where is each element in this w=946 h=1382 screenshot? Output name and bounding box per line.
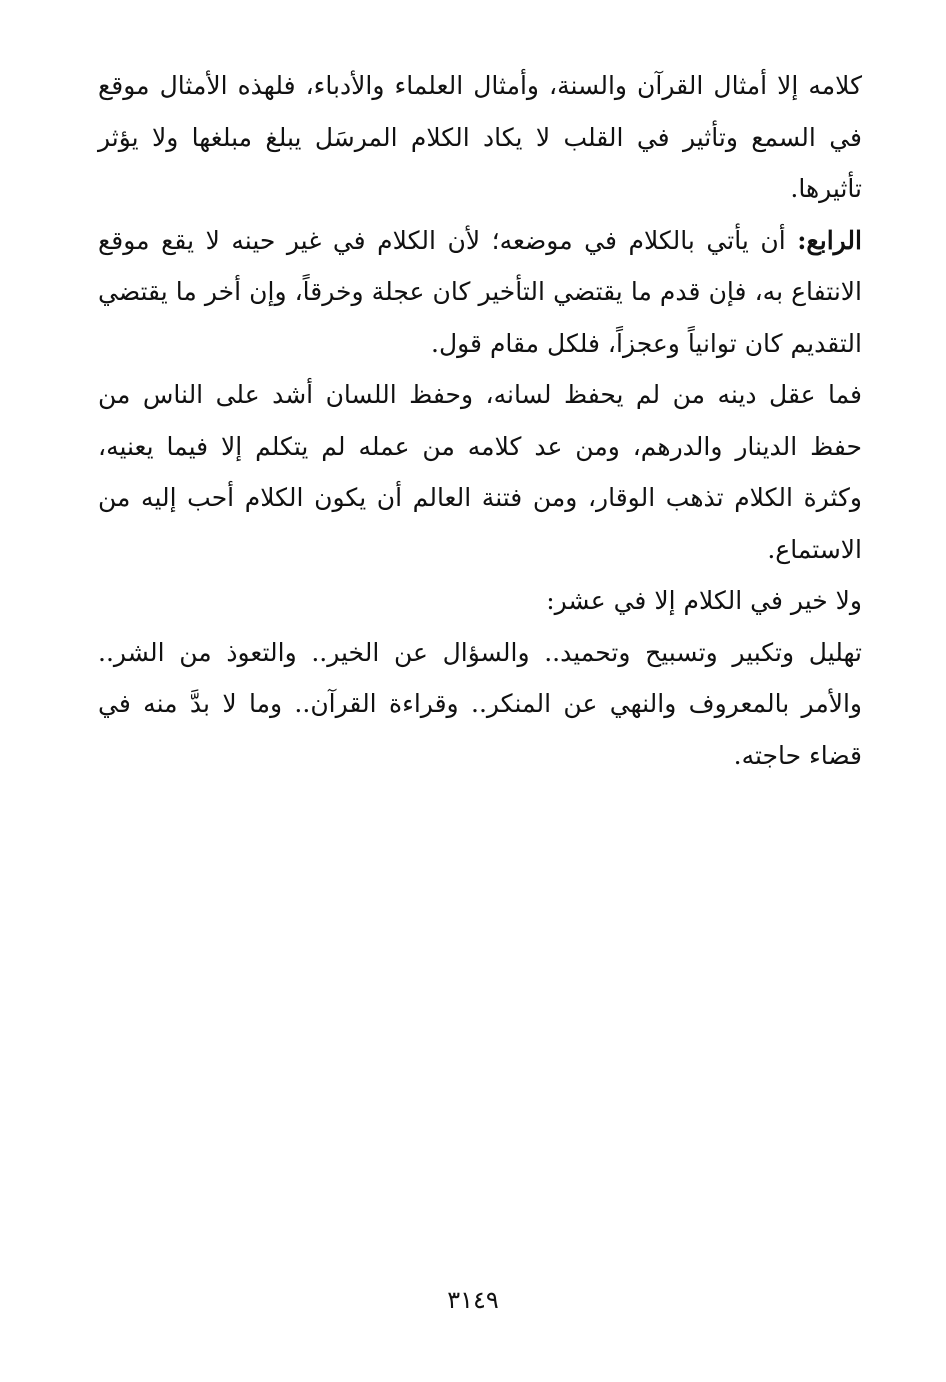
paragraph-2-text: أن يأتي بالكلام في موضعه؛ لأن الكلام في غير حينه لا يقع موقع الانتفاع به، فإن قدم ما يقتضي التأخير كان عجلة وخرقاً، وإن أخر ما يقتضي التقديم كان توانياً وعجزاً، فلكل مقام قول. [98, 225, 863, 358]
paragraph-4-text: ولا خير في الكلام إلا في عشر: [546, 586, 862, 615]
page-number: ٣١٤٩ [447, 1286, 499, 1314]
paragraph-5 [98, 627, 862, 782]
paragraph-5-text: تهليل وتكبير وتسبيح وتحميد.. والسؤال عن الخير.. والتعوذ من الشر.. والأمر بالمعروف والنهي عن المنكر.. وقراءة القرآن.. وما لا بدَّ منه في قضاء حاجته. [98, 637, 862, 770]
paragraph-4 [98, 575, 862, 627]
paragraph-3-text: فما عقل دينه من لم يحفظ لسانه، وحفظ اللسان أشد على الناس من حفظ الدينار والدرهم، ومن عد كلامه من عمله لم يتكلم إلا فيما يعنيه، وكثرة الكلام تذهب الوقار، ومن فتنة العالم أن يكون الكلام أحب إليه من الاستماع. [98, 380, 862, 564]
paragraph-3 [98, 369, 862, 575]
paragraph-1 [98, 60, 862, 215]
body-text [98, 60, 862, 781]
paragraph-2 [98, 215, 862, 370]
paragraph-1-text: كلامه إلا أمثال القرآن والسنة، وأمثال العلماء والأدباء، فلهذه الأمثال موقع في السمع وتأثير في القلب لا يكاد الكلام المرسَل يبلغ مبلغها ولا يؤثر تأثيرها. [98, 71, 862, 203]
paragraph-2-lead: الرابع: [797, 225, 862, 255]
